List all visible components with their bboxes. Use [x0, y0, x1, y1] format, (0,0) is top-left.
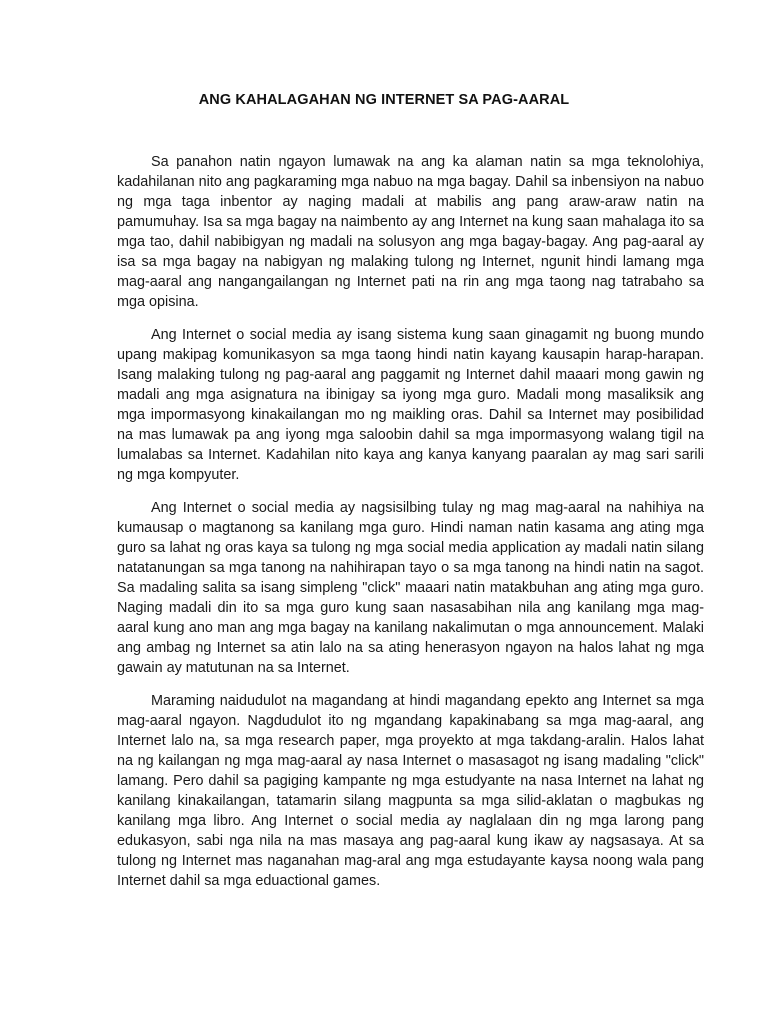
paragraph-4: Maraming naidudulot na magandang at hindi magandang epekto ang Internet sa mga mag-aaral ngayon. Nagdudulot ito ng mgandang kapakinabang sa mga mag-aaral, ang Internet lalo na, sa mga research paper, mga proyekto at mga takdang-aralin. Halos lahat na ng kailangan ng mga mag-aaral ay nasa Internet o masasagot ng isang madaling "click" lamang. Pero dahil sa pagiging kampante ng mga estudyante na nasa Internet na lahat ng kanilang kinakailangan, tatamarin silang magpunta sa mga silid-aklatan o magbukas ng kanilang mga libro. Ang Internet o social media ay naglalaan din ng mga larong pang edukasyon, sabi nga nila na mas masaya ang pag-aaral kung ikaw ay nagsasaya. At sa tulong ng Internet mas naganahan mag-aral ang mga estudayante kaysa noong wala pang Internet dahil sa mga eduactional games.: [117, 693, 704, 889]
document-title: ANG KAHALAGAHAN NG INTERNET SA PAG-AARAL: [198, 92, 570, 108]
paragraph-3: Ang Internet o social media ay nagsisilbing tulay ng mag mag-aaral na nahihiya na kumausap o magtanong sa kanilang mga guro. Hindi naman natin kasama ang ating mga guro sa lahat ng oras kaya sa tulong ng mga social media application ay madali natin silang natatanungan sa mga tanong na nahihirapan tayo o sa mga tanong na hindi natin na sagot. Sa madaling salita sa isang simpleng "click" maaari natin matakbuhan ang ating mga guro. Naging madali din ito sa mga guro kung saan nasasabihan nila ang kanilang mga mag-aaral kung ano man ang mga bagay na kanilang nakalimutan o mga announcement. Malaki ang ambag ng Internet sa atin lalo na sa ating henerasyon ngayon na halos lahat ng mga gawain ay matutunan na sa Internet.: [117, 500, 704, 676]
paragraph-2: Ang Internet o social media ay isang sistema kung saan ginagamit ng buong mundo upang makipag komunikasyon sa mga taong hindi natin kayang kausapin harap-harapan. Isang malaking tulong ng pag-aaral ang paggamit ng Internet dahil maaari mong gawin ng madali ang mga asignatura na ibinigay sa iyong mga guro. Madali mong masaliksik ang mga impormasyong kinakailangan mo ng maikling oras. Dahil sa Internet may posibilidad na mas lumawak pa ang iyong mga saloobin dahil sa mga impormasyong walang tigil na lumalabas sa Internet. Kadahilan nito kaya ang kanya kanyang paaralan ay mag sari sarili ng mga kompyuter.: [117, 327, 704, 483]
paragraph-1: Sa panahon natin ngayon lumawak na ang ka alaman natin sa mga teknolohiya, kadahilanan nito ang pagkaraming mga nabuo na mga bagay. Dahil sa inbensiyon na nabuo ng mga taga inbentor ay naging madali at mabilis ang pang araw-araw natin na pamumuhay. Isa sa mga bagay na naimbento ay ang Internet na kung saan mahalaga ito sa mga tao, dahil nabibigyan ng madali na solusyon ang mga bagay-bagay. Ang pag-aaral ay isa sa mga bagay na nabigyan ng malaking tulong ng Internet, ngunit hindi lamang mga mag-aaral ang nangangailangan ng Internet pati na rin ang mga taong nag tatrabaho sa mga opisina.: [117, 154, 704, 310]
document-body: [117, 152, 704, 904]
